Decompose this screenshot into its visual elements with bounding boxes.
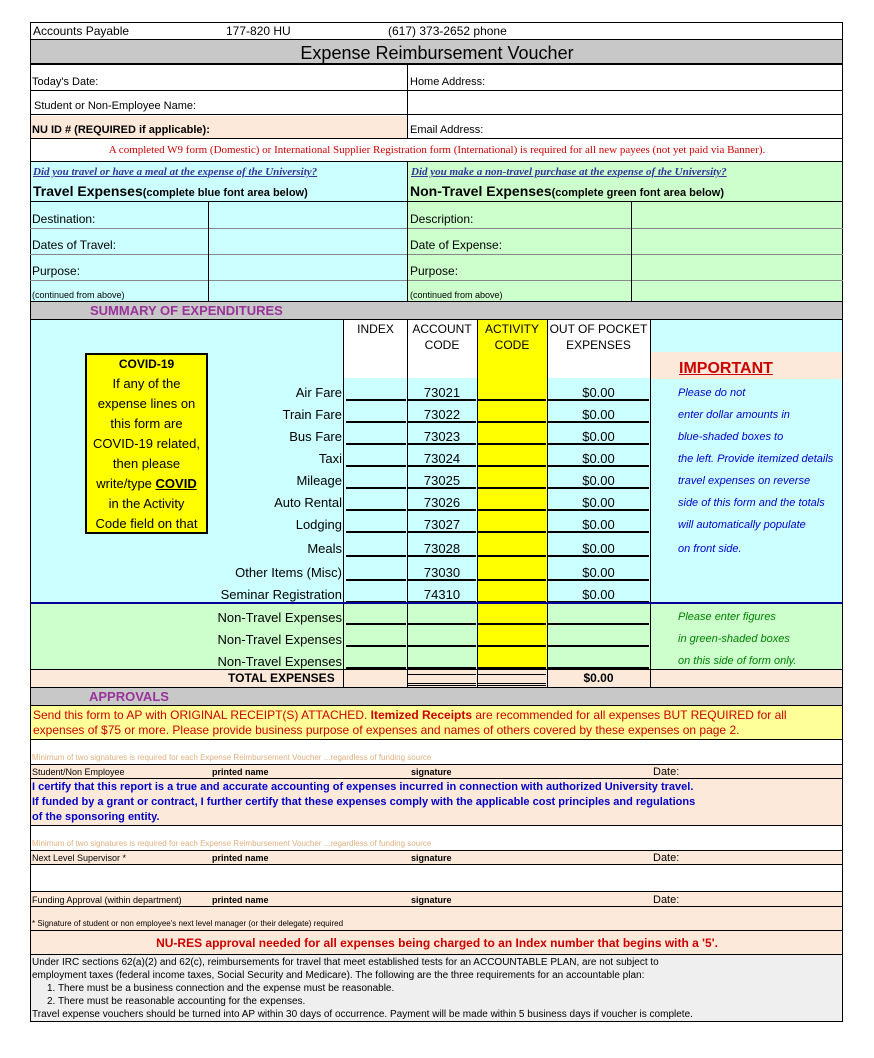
grid-line — [30, 778, 843, 779]
description-input[interactable] — [632, 206, 841, 228]
index-input[interactable] — [346, 425, 406, 445]
index-input[interactable] — [346, 605, 406, 625]
index-input[interactable] — [346, 627, 406, 647]
irc-line: 2. There must be reasonable accounting for the expenses. — [47, 996, 306, 1007]
activity-code-input[interactable] — [478, 425, 546, 445]
activity-code-input[interactable] — [478, 403, 546, 423]
account-cell — [408, 447, 476, 467]
expense-row-label: Air Fare — [295, 385, 342, 400]
covid-line: Code field on that — [95, 516, 198, 531]
account-cell — [408, 583, 476, 603]
destination-label: Destination: — [32, 212, 96, 226]
account-code: 73024 — [423, 451, 461, 466]
important-title: IMPORTANT — [679, 360, 773, 377]
amount-cell — [548, 583, 649, 603]
irc-line: 1. There must be a business connection and the expense must be reasonable. — [47, 983, 395, 994]
header-code: 177-820 HU — [226, 24, 291, 38]
grid-line — [30, 906, 843, 907]
amount-cell — [548, 513, 649, 533]
index-input[interactable] — [346, 513, 406, 533]
important-line: side of this form and the totals — [678, 497, 825, 509]
expense-amount: $0.00 — [582, 517, 615, 532]
amount-cell — [548, 425, 649, 445]
irc-line: Travel expense vouchers should be turned into AP within 30 days of occurrence. Payment will be made within 5 business days if voucher is complete. — [32, 1009, 693, 1020]
expense-row-label: Lodging — [295, 517, 342, 532]
grid-line — [343, 319, 344, 688]
important-line: Please do not — [678, 387, 746, 399]
nontravel-purpose-label: Purpose: — [410, 264, 459, 278]
certify-line: If funded by a grant or contract, I further certify that these expenses comply with the applicable cost principles and regulations — [32, 796, 696, 808]
grid-line — [30, 64, 843, 65]
important-line: the left. Provide itemized details — [678, 453, 834, 465]
total-double-line — [478, 674, 546, 686]
col-index: INDEX — [357, 322, 394, 336]
nontravel-continued-label: (continued from above) — [410, 290, 503, 300]
supervisor-date: Date: — [653, 852, 680, 864]
covid-keyword: COVID — [155, 476, 197, 491]
grid-line — [30, 319, 843, 320]
grid-line — [631, 201, 632, 302]
account-code: 73030 — [423, 565, 461, 580]
account-cell — [408, 513, 476, 533]
activity-code-input[interactable] — [478, 537, 546, 557]
index-input[interactable] — [346, 491, 406, 511]
grid-line — [30, 22, 843, 23]
supervisor-printed-name: printed name — [212, 853, 269, 863]
activity-code-input[interactable] — [478, 627, 546, 647]
expense-amount: $0.00 — [582, 407, 615, 422]
grid-line — [30, 669, 843, 670]
travel-purpose-input[interactable] — [209, 258, 406, 280]
dates-of-travel-input[interactable] — [209, 232, 406, 254]
irc-line: Under IRC sections 62(a)(2) and 62(c), reimbursements for travel that meet established tests for an ACCOUNTABLE PLAN, are not subject to — [32, 957, 659, 968]
green-instruction-line: on this side of form only. — [678, 655, 797, 667]
grid-line — [30, 891, 843, 892]
activity-code-input[interactable] — [478, 447, 546, 467]
grid-line — [30, 687, 843, 688]
index-input[interactable] — [346, 561, 406, 581]
footnote: * Signature of student or non employee's next level manager (or their delegate) required — [32, 919, 344, 928]
grid-line — [30, 161, 843, 162]
min-signatures-note: Minimum of two signatures is required for each Expense Reimbursement Voucher ...regardless of funding source — [32, 839, 432, 848]
grid-line — [547, 319, 548, 688]
grid-line — [30, 138, 843, 139]
col-account-1: ACCOUNT — [412, 322, 472, 336]
covid-write: write/type — [96, 476, 152, 491]
send-1c: are recommended for all expenses BUT REQUIRED for all — [472, 708, 787, 722]
expense-row-label: Meals — [307, 541, 342, 556]
account-cell — [408, 403, 476, 423]
index-input[interactable] — [346, 403, 406, 423]
grid-line — [30, 280, 843, 281]
irc-line: employment taxes (federal income taxes, Social Security and Medicare). The following are the three requirements for an accountable plan: — [32, 970, 645, 981]
covid-title: COVID-19 — [118, 357, 175, 371]
important-line: enter dollar amounts in — [678, 409, 790, 421]
important-line: travel expenses on reverse — [678, 475, 811, 487]
grid-line — [407, 161, 408, 302]
total-double-line — [408, 674, 476, 686]
grid-line — [650, 319, 651, 688]
activity-code-input[interactable] — [478, 491, 546, 511]
account-code: 73021 — [423, 385, 461, 400]
nontravel-heading-text: Non-Travel Expenses — [410, 183, 552, 199]
expense-amount: $0.00 — [582, 587, 615, 602]
account-cell — [408, 425, 476, 445]
amount-input[interactable] — [548, 627, 649, 647]
description-label: Description: — [410, 212, 474, 226]
account-code: 73023 — [423, 429, 461, 444]
total-label: TOTAL EXPENSES — [228, 671, 335, 685]
col-account-2: CODE — [424, 338, 460, 352]
amount-cell — [548, 537, 649, 557]
grid-line — [30, 739, 843, 740]
student-date: Date: — [653, 766, 680, 778]
amount-cell — [548, 491, 649, 511]
approvals-title: APPROVALS — [89, 689, 169, 704]
important-line: on front side. — [678, 543, 742, 555]
grid-line — [30, 1021, 843, 1022]
supervisor-label: Next Level Supervisor * — [32, 853, 127, 863]
covid-line: then please — [112, 456, 181, 471]
col-oop-1: OUT OF POCKET — [549, 322, 648, 336]
grid-line — [30, 254, 843, 255]
col-activity-2: CODE — [494, 338, 530, 352]
activity-code-input[interactable] — [478, 469, 546, 489]
grid-line — [407, 64, 408, 138]
covid-line: this form are — [110, 416, 183, 431]
expense-amount: $0.00 — [582, 495, 615, 510]
grid-line — [30, 930, 843, 931]
green-instruction-line: in green-shaded boxes — [678, 633, 790, 645]
home-address-label: Home Address: — [410, 76, 486, 88]
grid-line — [407, 319, 408, 688]
travel-continued-label: (continued from above) — [32, 290, 125, 300]
funding-signature: signature — [411, 895, 452, 905]
activity-code-input[interactable] — [478, 561, 546, 581]
expense-amount: $0.00 — [582, 473, 615, 488]
expense-amount: $0.00 — [582, 541, 615, 556]
funding-printed-name: printed name — [212, 895, 269, 905]
email-label: Email Address: — [410, 124, 484, 136]
activity-code-input[interactable] — [478, 649, 546, 669]
covid-line: expense lines on — [97, 396, 196, 411]
date-of-expense-label: Date of Expense: — [410, 238, 503, 252]
nuid-label: NU ID # (REQUIRED if applicable): — [32, 124, 210, 136]
account-cell — [408, 381, 476, 401]
grid-line — [30, 850, 843, 851]
account-input[interactable] — [408, 649, 476, 669]
send-1b: Itemized Receipts — [370, 708, 473, 722]
account-code: 73026 — [423, 495, 461, 510]
w9-note: A completed W9 form (Domestic) or International Supplier Registration form (International) is required for all new payees (not yet paid via Banner). — [108, 144, 766, 156]
expense-row-label: Other Items (Misc) — [235, 565, 342, 580]
grid-line — [30, 764, 843, 765]
grid-line — [30, 114, 843, 115]
grid-line — [30, 228, 843, 229]
grid-line — [30, 954, 843, 955]
dates-of-travel-label: Dates of Travel: — [32, 238, 117, 252]
student-label: Student/Non Employee — [32, 767, 125, 777]
destination-input[interactable] — [209, 206, 406, 228]
account-input[interactable] — [408, 627, 476, 647]
account-cell — [408, 537, 476, 557]
page-title: Expense Reimbursement Voucher — [300, 43, 574, 63]
grid-line — [30, 39, 843, 40]
activity-code-input[interactable] — [478, 605, 546, 625]
send-instructions-1 — [33, 709, 787, 721]
header-phone: (617) 373-2652 phone — [388, 24, 507, 38]
header-dept: Accounts Payable — [33, 24, 130, 38]
important-line: blue-shaded boxes to — [678, 431, 784, 443]
covid-line: in the Activity — [108, 496, 185, 511]
index-input[interactable] — [346, 583, 406, 603]
activity-code-input[interactable] — [478, 381, 546, 401]
amount-input[interactable] — [548, 649, 649, 669]
expense-row-label: Mileage — [296, 473, 342, 488]
travel-heading-note: (complete blue font area below) — [142, 187, 308, 199]
index-input[interactable] — [346, 649, 406, 669]
account-code: 74310 — [423, 587, 461, 602]
send-instructions-2: expenses of $75 or more. Please provide business purpose of expenses and names of others covered by these expenses on page 2. — [33, 723, 740, 737]
certify-line: I certify that this report is a true and accurate accounting of expenses incurred in connection with authorized University travel. — [32, 781, 694, 793]
student-signature: signature — [411, 767, 452, 777]
nontravel-row-label: Non-Travel Expenses — [217, 654, 342, 669]
name-label: Student or Non-Employee Name: — [34, 100, 197, 112]
funding-label: Funding Approval (within department) — [32, 895, 182, 905]
amount-cell — [548, 447, 649, 467]
travel-heading — [33, 184, 308, 199]
expense-row-label: Train Fare — [282, 407, 342, 422]
nontravel-question: Did you make a non-travel purchase at the expense of the University? — [411, 166, 727, 178]
grid-line — [30, 602, 843, 604]
grid-line — [30, 22, 31, 1022]
account-cell — [408, 491, 476, 511]
expense-row-label: Taxi — [318, 451, 342, 466]
col-activity-1: ACTIVITY — [484, 322, 539, 336]
index-input[interactable] — [346, 537, 406, 557]
index-input[interactable] — [346, 469, 406, 489]
supervisor-signature: signature — [411, 853, 452, 863]
activity-code-input[interactable] — [478, 513, 546, 533]
travel-heading-text: Travel Expenses — [33, 183, 143, 199]
grid-line — [30, 301, 843, 302]
nontravel-purpose-input[interactable] — [632, 258, 841, 280]
grid-line — [842, 22, 843, 1022]
funding-date: Date: — [653, 894, 680, 906]
account-code: 73028 — [423, 541, 461, 556]
nures-note: NU-RES approval needed for all expenses being charged to an Index number that begins with a '5'. — [156, 936, 718, 950]
travel-purpose-label: Purpose: — [32, 264, 81, 278]
covid-line-covid — [85, 477, 208, 490]
index-input[interactable] — [346, 447, 406, 467]
todays-date-label: Today's Date: — [32, 76, 99, 88]
activity-code-input[interactable] — [478, 583, 546, 603]
account-input[interactable] — [408, 605, 476, 625]
important-line: will automatically populate — [678, 519, 806, 531]
expense-row-label: Auto Rental — [274, 495, 342, 510]
expense-amount: $0.00 — [582, 429, 615, 444]
nontravel-heading-note: (complete green font area below) — [551, 187, 724, 199]
expense-amount: $0.00 — [582, 451, 615, 466]
certify-line: of the sponsoring entity. — [32, 811, 160, 823]
account-cell — [408, 561, 476, 581]
expense-amount: $0.00 — [582, 385, 615, 400]
student-printed-name: printed name — [212, 767, 269, 777]
account-code: 73022 — [423, 407, 461, 422]
amount-cell — [548, 469, 649, 489]
col-oop-2: EXPENSES — [566, 338, 631, 352]
total-amount: $0.00 — [583, 671, 614, 685]
amount-input[interactable] — [548, 605, 649, 625]
grid-line — [208, 201, 209, 302]
grid-line — [477, 319, 478, 688]
grid-line — [30, 825, 843, 826]
covid-line: If any of the — [112, 376, 181, 391]
nontravel-row-label: Non-Travel Expenses — [217, 632, 342, 647]
expense-row-label: Seminar Registration — [220, 587, 342, 602]
nontravel-heading — [410, 184, 724, 199]
account-code: 73027 — [423, 517, 461, 532]
expense-row-label: Bus Fare — [289, 429, 342, 444]
covid-line: COVID-19 related, — [93, 436, 200, 451]
amount-cell — [548, 381, 649, 401]
grid-line — [30, 864, 843, 865]
nontravel-row-label: Non-Travel Expenses — [217, 610, 342, 625]
send-1a: Send this form to AP with ORIGINAL RECEIPT(S) ATTACHED. — [33, 708, 371, 722]
green-instruction-line: Please enter figures — [678, 611, 776, 623]
travel-question: Did you travel or have a meal at the expense of the University? — [33, 166, 318, 178]
grid-line — [30, 90, 843, 91]
expense-amount: $0.00 — [582, 565, 615, 580]
grid-line — [30, 705, 843, 706]
index-input[interactable] — [346, 381, 406, 401]
min-signatures-note: Minimum of two signatures is required for each Expense Reimbursement Voucher ...regardless of funding source — [32, 753, 432, 762]
amount-cell — [548, 403, 649, 423]
grid-line — [30, 201, 843, 202]
date-of-expense-input[interactable] — [632, 232, 841, 254]
summary-title: SUMMARY OF EXPENDITURES — [90, 303, 283, 318]
account-cell — [408, 469, 476, 489]
account-code: 73025 — [423, 473, 461, 488]
amount-cell — [548, 561, 649, 581]
